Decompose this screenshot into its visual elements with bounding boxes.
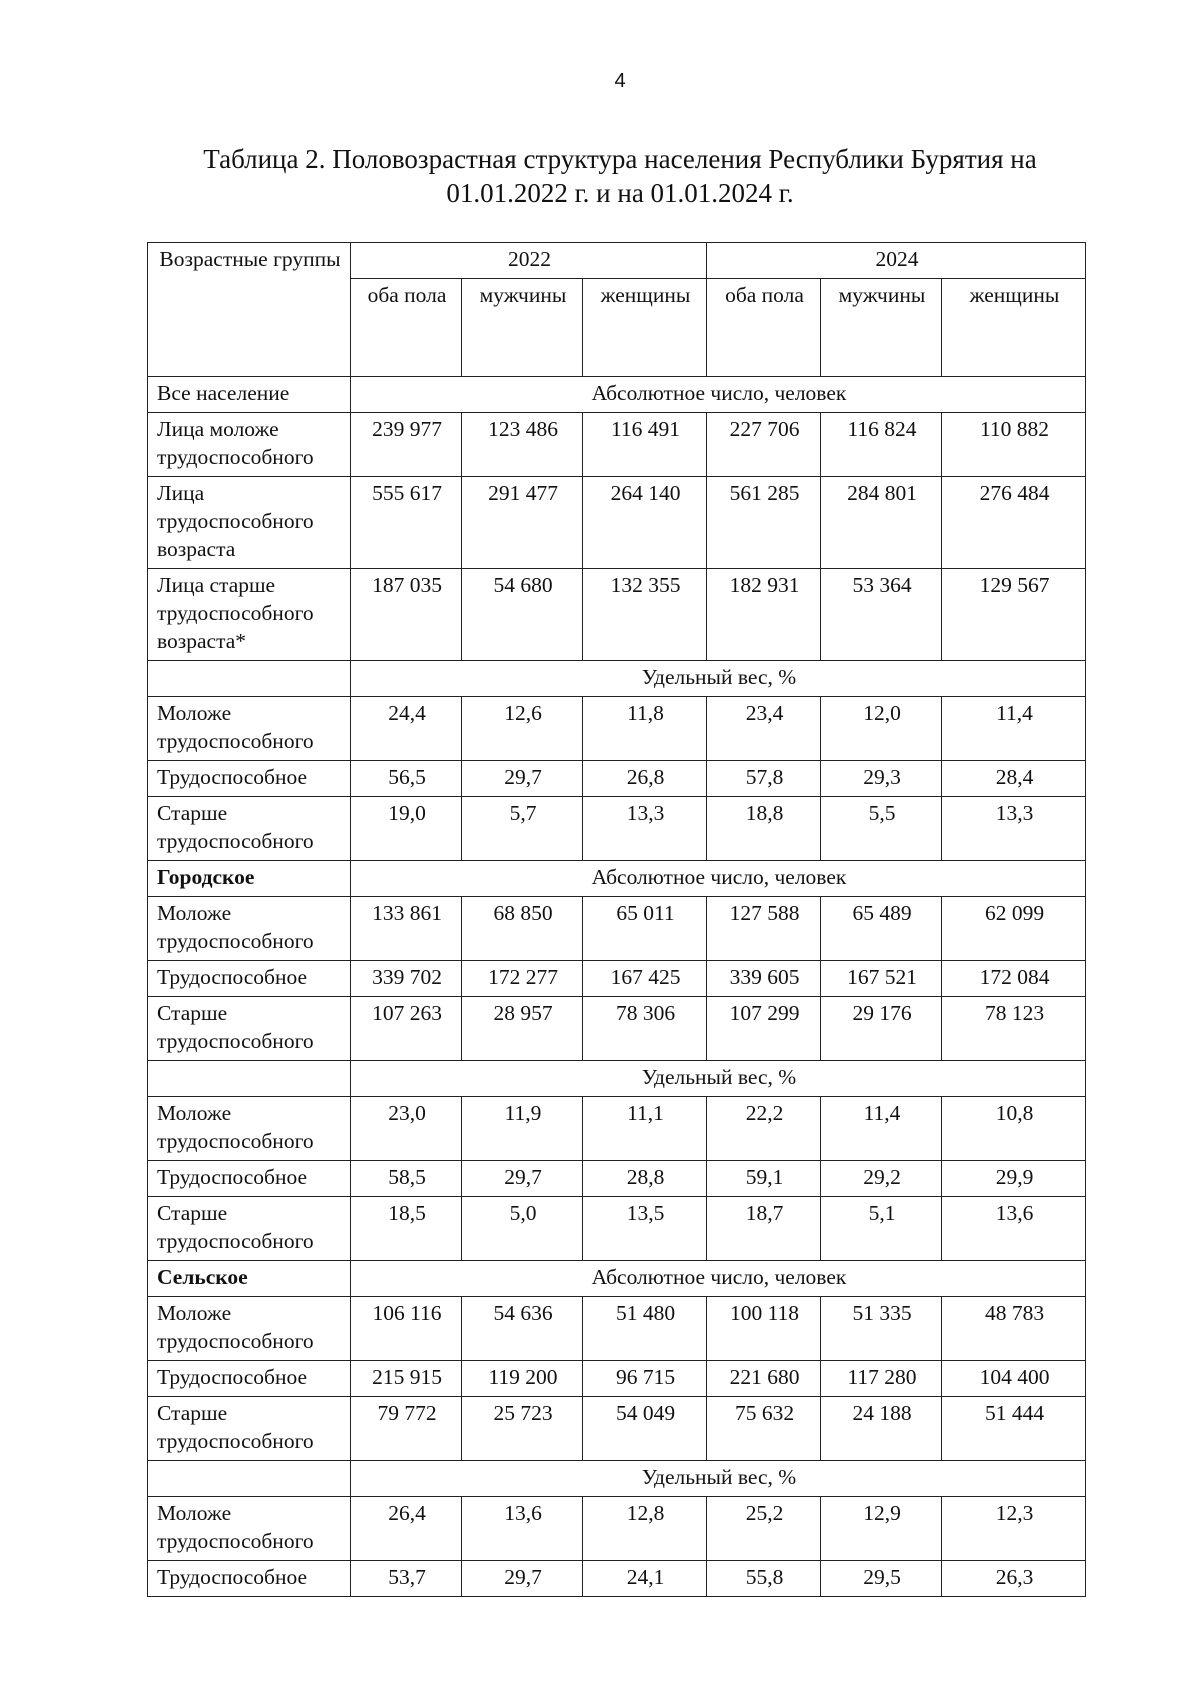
value-cell: 129 567 <box>942 569 1086 661</box>
value-cell: 100 118 <box>707 1297 821 1361</box>
value-cell: 11,4 <box>821 1097 942 1161</box>
table-row <box>148 1297 1086 1361</box>
section-title: Удельный вес, % <box>351 1461 1086 1497</box>
row-label: Трудоспособное <box>148 761 351 797</box>
col-header: мужчины <box>462 279 583 377</box>
value-cell: 18,5 <box>351 1197 462 1261</box>
table-row <box>148 797 1086 861</box>
value-cell: 18,7 <box>707 1197 821 1261</box>
value-cell: 107 263 <box>351 997 462 1061</box>
value-cell: 12,9 <box>821 1497 942 1561</box>
value-cell: 339 702 <box>351 961 462 997</box>
value-cell: 11,4 <box>942 697 1086 761</box>
value-cell: 12,3 <box>942 1497 1086 1561</box>
value-cell: 116 491 <box>583 413 707 477</box>
value-cell: 264 140 <box>583 477 707 569</box>
value-cell: 187 035 <box>351 569 462 661</box>
value-cell: 284 801 <box>821 477 942 569</box>
value-cell: 78 306 <box>583 997 707 1061</box>
value-cell: 24,4 <box>351 697 462 761</box>
value-cell: 23,4 <box>707 697 821 761</box>
value-cell: 65 011 <box>583 897 707 961</box>
value-cell: 51 444 <box>942 1397 1086 1461</box>
value-cell: 13,6 <box>462 1497 583 1561</box>
value-cell: 54 049 <box>583 1397 707 1461</box>
table-row <box>148 477 1086 569</box>
value-cell: 51 480 <box>583 1297 707 1361</box>
age-groups-header: Возрастные группы <box>148 243 351 377</box>
value-cell: 172 084 <box>942 961 1086 997</box>
value-cell: 119 200 <box>462 1361 583 1397</box>
value-cell: 26,3 <box>942 1561 1086 1597</box>
table-row <box>148 697 1086 761</box>
value-cell: 24 188 <box>821 1397 942 1461</box>
year-2022-header: 2022 <box>351 243 707 279</box>
col-header: мужчины <box>821 279 942 377</box>
value-cell: 25 723 <box>462 1397 583 1461</box>
section-label: Все население <box>148 377 351 413</box>
value-cell: 19,0 <box>351 797 462 861</box>
section-label: Городское <box>148 861 351 897</box>
row-label: Старше трудоспособного <box>148 1397 351 1461</box>
row-label: Лица трудоспособного возраста <box>148 477 351 569</box>
table-row <box>148 1497 1086 1561</box>
row-label: Моложе трудоспособного <box>148 697 351 761</box>
value-cell: 29,7 <box>462 1161 583 1197</box>
table-row <box>148 897 1086 961</box>
table-row <box>148 1397 1086 1461</box>
row-label: Лица моложе трудоспособного <box>148 413 351 477</box>
value-cell: 5,7 <box>462 797 583 861</box>
value-cell: 29,7 <box>462 761 583 797</box>
table-row <box>148 413 1086 477</box>
value-cell: 54 680 <box>462 569 583 661</box>
table-row <box>148 1197 1086 1261</box>
section-label: Сельское <box>148 1261 351 1297</box>
value-cell: 22,2 <box>707 1097 821 1161</box>
section-row <box>148 861 1086 897</box>
value-cell: 54 636 <box>462 1297 583 1361</box>
year-2024-header: 2024 <box>707 243 1086 279</box>
section-label <box>148 1461 351 1497</box>
value-cell: 28 957 <box>462 997 583 1061</box>
row-label: Трудоспособное <box>148 1161 351 1197</box>
value-cell: 48 783 <box>942 1297 1086 1361</box>
section-title: Абсолютное число, человек <box>351 1261 1086 1297</box>
value-cell: 29,5 <box>821 1561 942 1597</box>
col-header: женщины <box>583 279 707 377</box>
section-row <box>148 377 1086 413</box>
value-cell: 29,2 <box>821 1161 942 1197</box>
value-cell: 215 915 <box>351 1361 462 1397</box>
value-cell: 59,1 <box>707 1161 821 1197</box>
table-row <box>148 569 1086 661</box>
section-row <box>148 1461 1086 1497</box>
value-cell: 56,5 <box>351 761 462 797</box>
value-cell: 13,3 <box>942 797 1086 861</box>
value-cell: 339 605 <box>707 961 821 997</box>
value-cell: 276 484 <box>942 477 1086 569</box>
section-title: Абсолютное число, человек <box>351 377 1086 413</box>
value-cell: 62 099 <box>942 897 1086 961</box>
table-title: Таблица 2. Половозрастная структура населения Республики Бурятия на 01.01.2022 г. и на 01.01.2024 г. <box>203 144 1037 208</box>
row-label: Старше трудоспособного <box>148 797 351 861</box>
row-label: Моложе трудоспособного <box>148 1497 351 1561</box>
value-cell: 29 176 <box>821 997 942 1061</box>
value-cell: 106 116 <box>351 1297 462 1361</box>
row-label: Моложе трудоспособного <box>148 1297 351 1361</box>
value-cell: 13,5 <box>583 1197 707 1261</box>
value-cell: 79 772 <box>351 1397 462 1461</box>
value-cell: 18,8 <box>707 797 821 861</box>
table-row <box>148 1361 1086 1397</box>
value-cell: 11,1 <box>583 1097 707 1161</box>
value-cell: 107 299 <box>707 997 821 1061</box>
value-cell: 239 977 <box>351 413 462 477</box>
value-cell: 78 123 <box>942 997 1086 1061</box>
row-label: Старше трудоспособного <box>148 1197 351 1261</box>
value-cell: 555 617 <box>351 477 462 569</box>
value-cell: 13,6 <box>942 1197 1086 1261</box>
value-cell: 167 425 <box>583 961 707 997</box>
col-header: женщины <box>942 279 1086 377</box>
value-cell: 12,0 <box>821 697 942 761</box>
section-label <box>148 661 351 697</box>
value-cell: 25,2 <box>707 1497 821 1561</box>
table-header <box>148 243 1086 377</box>
value-cell: 10,8 <box>942 1097 1086 1161</box>
section-title: Абсолютное число, человек <box>351 861 1086 897</box>
page-number: 4 <box>614 70 626 92</box>
value-cell: 182 931 <box>707 569 821 661</box>
row-label: Моложе трудоспособного <box>148 897 351 961</box>
section-title: Удельный вес, % <box>351 1061 1086 1097</box>
value-cell: 133 861 <box>351 897 462 961</box>
value-cell: 132 355 <box>583 569 707 661</box>
row-label: Моложе трудоспособного <box>148 1097 351 1161</box>
value-cell: 291 477 <box>462 477 583 569</box>
table-row <box>148 961 1086 997</box>
value-cell: 12,6 <box>462 697 583 761</box>
table-row <box>148 1097 1086 1161</box>
value-cell: 172 277 <box>462 961 583 997</box>
table-row <box>148 761 1086 797</box>
value-cell: 11,8 <box>583 697 707 761</box>
row-label: Лица старше трудоспособного возраста* <box>148 569 351 661</box>
value-cell: 5,1 <box>821 1197 942 1261</box>
table-row <box>148 1161 1086 1197</box>
value-cell: 167 521 <box>821 961 942 997</box>
value-cell: 75 632 <box>707 1397 821 1461</box>
section-title: Удельный вес, % <box>351 661 1086 697</box>
value-cell: 57,8 <box>707 761 821 797</box>
section-row <box>148 661 1086 697</box>
value-cell: 5,0 <box>462 1197 583 1261</box>
row-label: Трудоспособное <box>148 1561 351 1597</box>
row-label: Трудоспособное <box>148 961 351 997</box>
value-cell: 51 335 <box>821 1297 942 1361</box>
value-cell: 12,8 <box>583 1497 707 1561</box>
row-label: Трудоспособное <box>148 1361 351 1397</box>
table-body <box>148 377 1086 1597</box>
col-header: оба пола <box>707 279 821 377</box>
value-cell: 110 882 <box>942 413 1086 477</box>
value-cell: 55,8 <box>707 1561 821 1597</box>
value-cell: 13,3 <box>583 797 707 861</box>
value-cell: 58,5 <box>351 1161 462 1197</box>
value-cell: 23,0 <box>351 1097 462 1161</box>
value-cell: 104 400 <box>942 1361 1086 1397</box>
value-cell: 221 680 <box>707 1361 821 1397</box>
value-cell: 123 486 <box>462 413 583 477</box>
value-cell: 26,4 <box>351 1497 462 1561</box>
value-cell: 117 280 <box>821 1361 942 1397</box>
value-cell: 227 706 <box>707 413 821 477</box>
value-cell: 11,9 <box>462 1097 583 1161</box>
section-label <box>148 1061 351 1097</box>
value-cell: 53,7 <box>351 1561 462 1597</box>
value-cell: 68 850 <box>462 897 583 961</box>
value-cell: 96 715 <box>583 1361 707 1397</box>
col-header: оба пола <box>351 279 462 377</box>
value-cell: 28,8 <box>583 1161 707 1197</box>
section-row <box>148 1261 1086 1297</box>
value-cell: 29,9 <box>942 1161 1086 1197</box>
value-cell: 28,4 <box>942 761 1086 797</box>
value-cell: 53 364 <box>821 569 942 661</box>
value-cell: 65 489 <box>821 897 942 961</box>
table-row <box>148 997 1086 1061</box>
value-cell: 116 824 <box>821 413 942 477</box>
value-cell: 29,3 <box>821 761 942 797</box>
row-label: Старше трудоспособного <box>148 997 351 1061</box>
value-cell: 29,7 <box>462 1561 583 1597</box>
section-row <box>148 1061 1086 1097</box>
value-cell: 127 588 <box>707 897 821 961</box>
value-cell: 26,8 <box>583 761 707 797</box>
value-cell: 24,1 <box>583 1561 707 1597</box>
value-cell: 561 285 <box>707 477 821 569</box>
value-cell: 5,5 <box>821 797 942 861</box>
population-table <box>147 242 1086 1597</box>
table-row <box>148 1561 1086 1597</box>
